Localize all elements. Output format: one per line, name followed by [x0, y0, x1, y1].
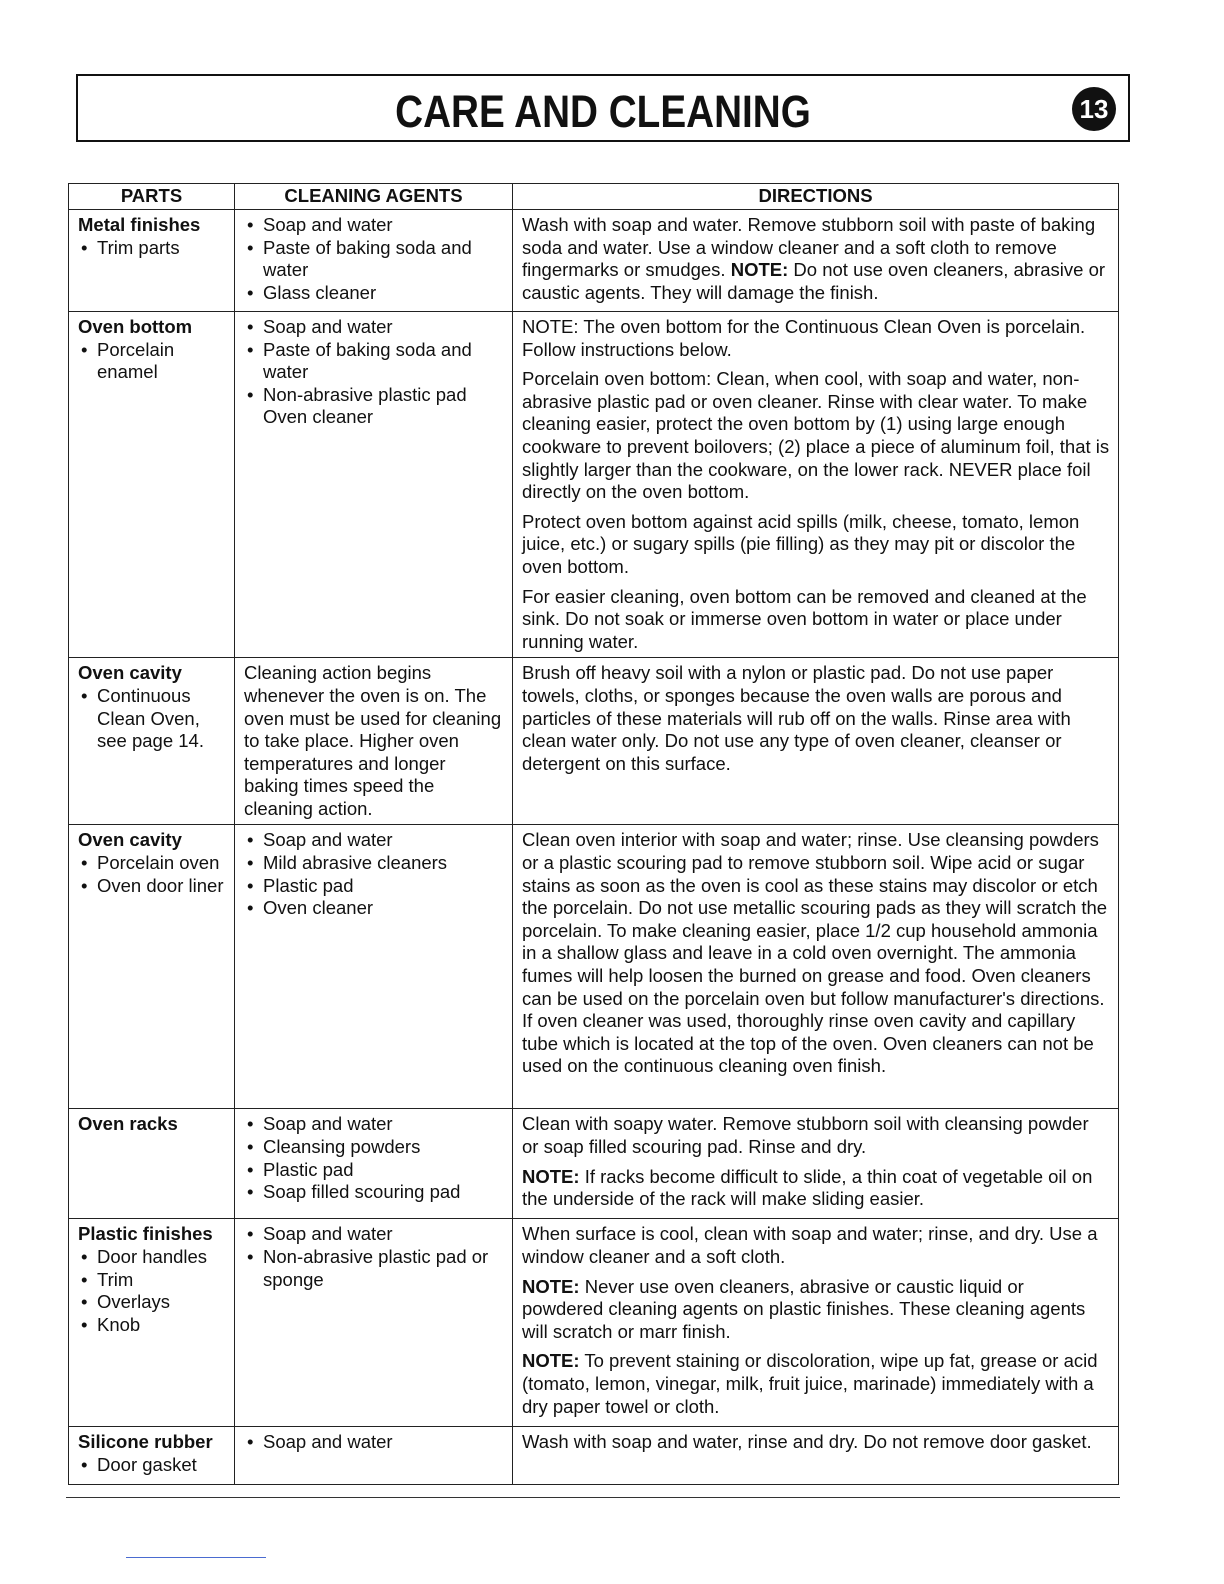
direction-paragraph: When surface is cool, clean with soap and water; rinse, and dry. Use a window cleaner and a soft cloth. [522, 1223, 1098, 1268]
agents-cell [235, 1219, 513, 1427]
table-row [69, 1427, 1119, 1485]
agent-item: • Soap filled scouring pad [244, 1181, 504, 1204]
table-row [69, 1109, 1119, 1219]
table-header-row [69, 184, 1119, 210]
directions-cell [513, 825, 1119, 1109]
direction-paragraph [522, 1166, 1110, 1211]
care-cleaning-table [68, 183, 1119, 1485]
note-label: NOTE: [522, 1275, 580, 1297]
part-name: Oven cavity [78, 662, 182, 684]
part-cell [69, 658, 235, 825]
part-cell [69, 825, 235, 1109]
direction-paragraph: Clean oven interior with soap and water; rinse. Use cleansing powders or a plastic scouring pad to remove stubborn soil. Wipe acid or sugar stains as soon as the oven is cool as these stains may discolor or etch the porcelain. Do not use metallic scouring pads as they will scratch the porcelain. To make cleaning easier, place 1/2 cup household ammonia in a shallow glass and leave in a cold oven overnight. The ammonia fumes will help loosen the burned on grease and food. Oven cleaners can be used on the porcelain oven but follow manufacturer's directions. If oven cleaner was used, thoroughly rinse oven cavity and capillary tube which is located at the top of the oven. Oven cleaners can not be used on the continuous cleaning oven finish. [522, 829, 1108, 1077]
part-name: Oven racks [78, 1113, 178, 1135]
agent-item: • Soap and water [244, 1113, 504, 1136]
subpart-item: • Overlays [78, 1291, 226, 1314]
subpart-item: • Porcelain enamel [78, 339, 226, 384]
directions-cell [513, 312, 1119, 658]
agent-item: • Plastic pad [244, 875, 504, 898]
column-header-directions: DIRECTIONS [513, 184, 1119, 210]
table-row [69, 825, 1119, 1109]
agents-cell [235, 312, 513, 658]
agents-cell [235, 825, 513, 1109]
subpart-item: • Continuous Clean Oven, see page 14. [78, 685, 226, 753]
direction-paragraph: For easier cleaning, oven bottom can be removed and cleaned at the sink. Do not soak or immerse oven bottom in water or place under running water. [522, 585, 1087, 652]
agent-item: • Soap and water [244, 1223, 504, 1246]
table-row [69, 658, 1119, 825]
agents-text: Cleaning action begins whenever the oven is on. The oven must be used for cleaning to take place. Higher oven temperatures and longer baking times speed the cleaning action. [244, 662, 502, 819]
direction-paragraph: Porcelain oven bottom: Clean, when cool, with soap and water, non-abrasive plastic pad or oven cleaner. Rinse with clear water. To make cleaning easier, protect the oven bottom by (1) using large enough cookware to prevent boilovers; (2) place a piece of aluminum foil, that is slightly larger than the cookware, on the lower rack. NEVER place foil directly on the oven bottom. [522, 368, 1110, 503]
subpart-list [78, 685, 226, 753]
part-cell [69, 1219, 235, 1427]
agent-list [244, 214, 504, 304]
part-name: Oven bottom [78, 316, 193, 337]
subpart-item: • Door gasket [78, 1454, 226, 1477]
subpart-list [78, 339, 226, 384]
direction-paragraph: NOTE: The oven bottom for the Continuous Clean Oven is porcelain. Follow instructions below. [522, 316, 1086, 360]
agents-cell [235, 658, 513, 825]
part-name: Oven cavity [78, 829, 182, 851]
agent-item: • Oven cleaner [244, 897, 504, 920]
subpart-list [78, 237, 226, 260]
direction-paragraph [522, 1350, 1110, 1418]
agent-item: • Glass cleaner [244, 282, 504, 305]
agents-cell [235, 1109, 513, 1219]
table-row [69, 210, 1119, 312]
agents-cell [235, 1427, 513, 1485]
subpart-list [78, 1246, 226, 1336]
footer-divider [66, 1497, 1120, 1498]
direction-text: Never use oven cleaners, abrasive or caustic liquid or powdered cleaning agents on plastic finishes. These cleaning agents will scratch or marr finish. [522, 1275, 1086, 1342]
subpart-item: • Oven door liner [78, 875, 226, 898]
column-header-parts: PARTS [69, 184, 235, 210]
agent-item: • Paste of baking soda and water [244, 339, 504, 384]
subpart-item: • Trim [78, 1269, 226, 1292]
direction-paragraph: Brush off heavy soil with a nylon or plastic pad. Do not use paper towels, cloths, or sponges because the oven walls are porous and particles of these materials will rub off on the walls. Rinse area with clean water only. Do not use any type of oven cleaner, cleanser or detergent on this surface. [522, 662, 1071, 774]
agent-list [244, 316, 504, 406]
agent-item: • Soap and water [244, 1431, 504, 1454]
agent-item: • Non-abrasive plastic pad or sponge [244, 1246, 504, 1291]
table-row [69, 312, 1119, 658]
agent-list [244, 1431, 504, 1454]
agent-item: • Mild abrasive cleaners [244, 852, 504, 875]
direction-paragraph: Wash with soap and water, rinse and dry. Do not remove door gasket. [522, 1431, 1092, 1453]
note-label: NOTE: [522, 1165, 580, 1187]
direction-paragraph [522, 214, 1110, 304]
directions-cell [513, 1219, 1119, 1427]
direction-paragraph [522, 1276, 1110, 1344]
agent-item: • Plastic pad [244, 1159, 504, 1182]
table-row [69, 1219, 1119, 1427]
part-cell [69, 210, 235, 312]
part-cell [69, 312, 235, 658]
agents-cell [235, 210, 513, 312]
agent-item: • Cleansing powders [244, 1136, 504, 1159]
agent-item: • Non-abrasive plastic pad [244, 384, 504, 407]
note-label: NOTE: [522, 1350, 580, 1372]
page-title: CARE AND CLEANING [395, 86, 811, 137]
agent-item: • Soap and water [244, 214, 504, 237]
directions-cell [513, 1109, 1119, 1219]
direction-paragraph: Clean with soapy water. Remove stubborn soil with cleansing powder or soap filled scouring pad. Rinse and dry. [522, 1113, 1089, 1158]
subpart-list [78, 1454, 226, 1477]
subpart-list [78, 852, 226, 897]
direction-paragraph: Protect oven bottom against acid spills (milk, cheese, tomato, lemon juice, etc.) or sugary spills (pie filling) as they may pit or discolor the oven bottom. [522, 510, 1080, 577]
agent-item: • Paste of baking soda and water [244, 237, 504, 282]
agent-item: • Soap and water [244, 316, 504, 339]
subpart-item: • Trim parts [78, 237, 226, 260]
part-name: Plastic finishes [78, 1223, 213, 1245]
direction-text: Wash with soap and water. Remove stubborn soil with paste of baking soda and water. Use a window cleaner and a soft cloth to remove fingermarks or smudges. [522, 214, 1096, 281]
agent-list [244, 829, 504, 919]
footer-underline [126, 1557, 266, 1558]
part-cell [69, 1427, 235, 1485]
directions-cell [513, 1427, 1119, 1485]
part-name: Metal finishes [78, 214, 201, 235]
part-cell [69, 1109, 235, 1219]
note-label: NOTE: [730, 259, 789, 281]
page-number-badge: 13 [1072, 87, 1116, 131]
directions-cell [513, 210, 1119, 312]
column-header-cleaning-agents: CLEANING AGENTS [235, 184, 513, 210]
agent-item: • Soap and water [244, 829, 504, 852]
agent-list [244, 1223, 504, 1291]
direction-text: Do not use oven cleaners, abrasive or caustic agents. They will damage the finish. [522, 259, 1106, 303]
directions-cell [513, 658, 1119, 825]
title-box [76, 74, 1130, 142]
part-name: Silicone rubber [78, 1431, 213, 1453]
agent-item-continued: Oven cleaner [263, 406, 374, 428]
subpart-item: • Porcelain oven [78, 852, 226, 875]
subpart-item: • Door handles [78, 1246, 226, 1269]
subpart-item: • Knob [78, 1314, 226, 1337]
direction-text: To prevent staining or discoloration, wipe up fat, grease or acid (tomato, lemon, vinegar, milk, fruit juice, marinade) immediately with a dry paper towel or cloth. [522, 1350, 1098, 1417]
agent-list [244, 1113, 504, 1203]
direction-text: If racks become difficult to slide, a thin coat of vegetable oil on the underside of the rack will make sliding easier. [522, 1165, 1093, 1210]
